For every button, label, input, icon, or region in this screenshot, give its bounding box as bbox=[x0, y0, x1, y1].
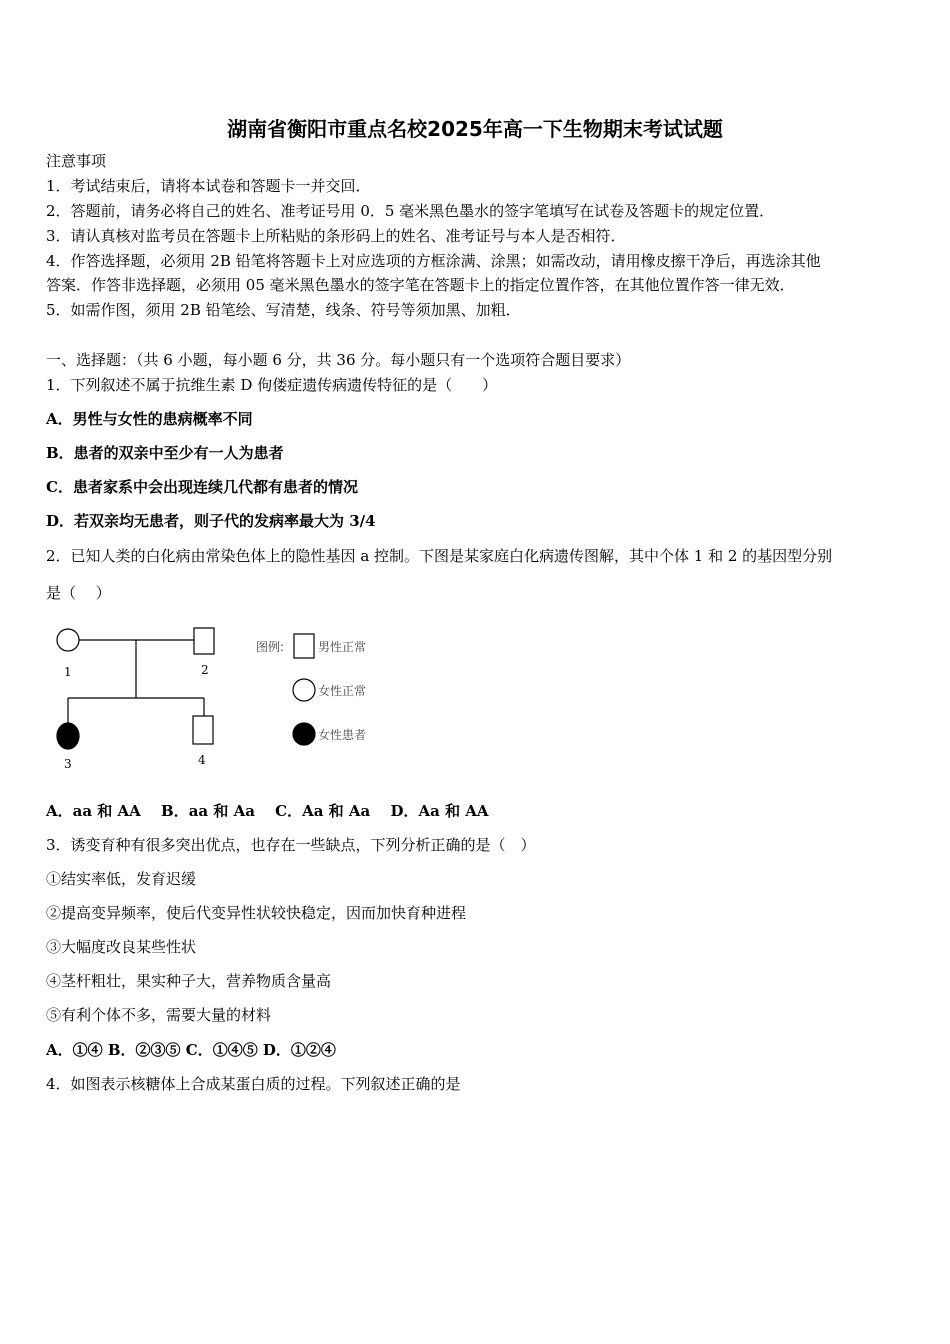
individual-label-1: 1 bbox=[64, 665, 72, 679]
q1-option-a: A．男性与女性的患病概率不同 bbox=[46, 410, 253, 428]
q1-option-d: D．若双亲均无患者，则子代的发病率最大为 3/4 bbox=[46, 512, 376, 530]
q4-stem: 4．如图表示核糖体上合成某蛋白质的过程。下列叙述正确的是 bbox=[46, 1075, 461, 1093]
q2-options: A．aa 和 AA B．aa 和 Aa C．Aa 和 Aa D．Aa 和 AA bbox=[46, 802, 489, 820]
legend-female-normal-icon bbox=[293, 679, 315, 701]
page-title: 湖南省衡阳市重点名校2025年高一下生物期末考试试题 bbox=[227, 117, 723, 141]
female-affected-icon bbox=[57, 723, 79, 749]
notice-item-2: 2．答题前，请务必将自己的姓名、准考证号用 0．5 毫米黑色墨水的签字笔填写在试卷及答题卡的规定位置． bbox=[46, 202, 775, 220]
q3-item-3: ③大幅度改良某些性状 bbox=[46, 938, 197, 956]
q3-item-1: ①结实率低，发育迟缓 bbox=[46, 870, 197, 888]
notice-item-5: 5．如需作图，须用 2B 铅笔绘、写清楚，线条、符号等须加黑、加粗． bbox=[46, 301, 521, 319]
legend-title: 图例: bbox=[256, 640, 285, 654]
q3-item-5: ⑤有利个体不多，需要大量的材料 bbox=[46, 1006, 272, 1024]
notice-item-1: 1．考试结束后，请将本试卷和答题卡一并交回． bbox=[46, 177, 371, 195]
male-normal-icon bbox=[193, 716, 213, 744]
section-heading: 一、选择题：（共 6 小题，每小题 6 分，共 36 分。每小题只有一个选项符合题目要求） bbox=[46, 351, 631, 369]
q3-options: A．①④ B．②③⑤ C．①④⑤ D．①②④ bbox=[46, 1041, 336, 1059]
female-normal-icon bbox=[57, 629, 79, 651]
legend-male-normal-icon bbox=[294, 634, 314, 658]
q1-option-c: C．患者家系中会出现连续几代都有患者的情况 bbox=[46, 478, 358, 496]
notice-item-4: 4．作答选择题，必须用 2B 铅笔将答题卡上对应选项的方框涂满、涂黑；如需改动，请用橡皮擦干净后，再选涂其他 bbox=[46, 252, 821, 270]
q3-stem: 3．诱变育种有很多突出优点，也存在一些缺点，下列分析正确的是（ ） bbox=[46, 836, 536, 854]
legend-male-normal-label: 男性正常 bbox=[318, 640, 367, 654]
q3-item-2: ②提高变异频率，使后代变异性状较快稳定，因而加快育种进程 bbox=[46, 904, 467, 922]
notice-item-3: 3．请认真核对监考员在答题卡上所粘贴的条形码上的姓名、准考证号与本人是否相符． bbox=[46, 227, 626, 245]
legend-female-affected-icon bbox=[293, 723, 315, 745]
q2-stem-line1: 2．已知人类的白化病由常染色体上的隐性基因 a 控制。下图是某家庭白化病遗传图解，其中个体 1 和 2 的基因型分别 bbox=[46, 547, 833, 565]
male-normal-icon bbox=[194, 628, 214, 654]
pedigree-diagram bbox=[46, 618, 386, 778]
individual-label-4: 4 bbox=[198, 753, 206, 767]
q1-stem: 1．下列叙述不属于抗维生素 D 佝偻症遗传病遗传特征的是（ ） bbox=[46, 376, 498, 394]
legend-female-normal-label: 女性正常 bbox=[318, 684, 367, 698]
individual-label-3: 3 bbox=[64, 757, 72, 771]
legend-female-affected-label: 女性患者 bbox=[318, 728, 367, 742]
notice-heading: 注意事项 bbox=[46, 152, 107, 170]
q1-option-b: B．患者的双亲中至少有一人为患者 bbox=[46, 444, 284, 462]
q3-item-4: ④茎杆粗壮，果实种子大，营养物质含量高 bbox=[46, 972, 332, 990]
individual-label-2: 2 bbox=[201, 663, 209, 677]
notice-item-4-cont: 答案．作答非选择题，必须用 05 毫米黑色墨水的签字笔在答题卡上的指定位置作答，在其他位置作答一律无效． bbox=[46, 276, 795, 294]
q2-stem-line2: 是（ ） bbox=[46, 584, 111, 602]
